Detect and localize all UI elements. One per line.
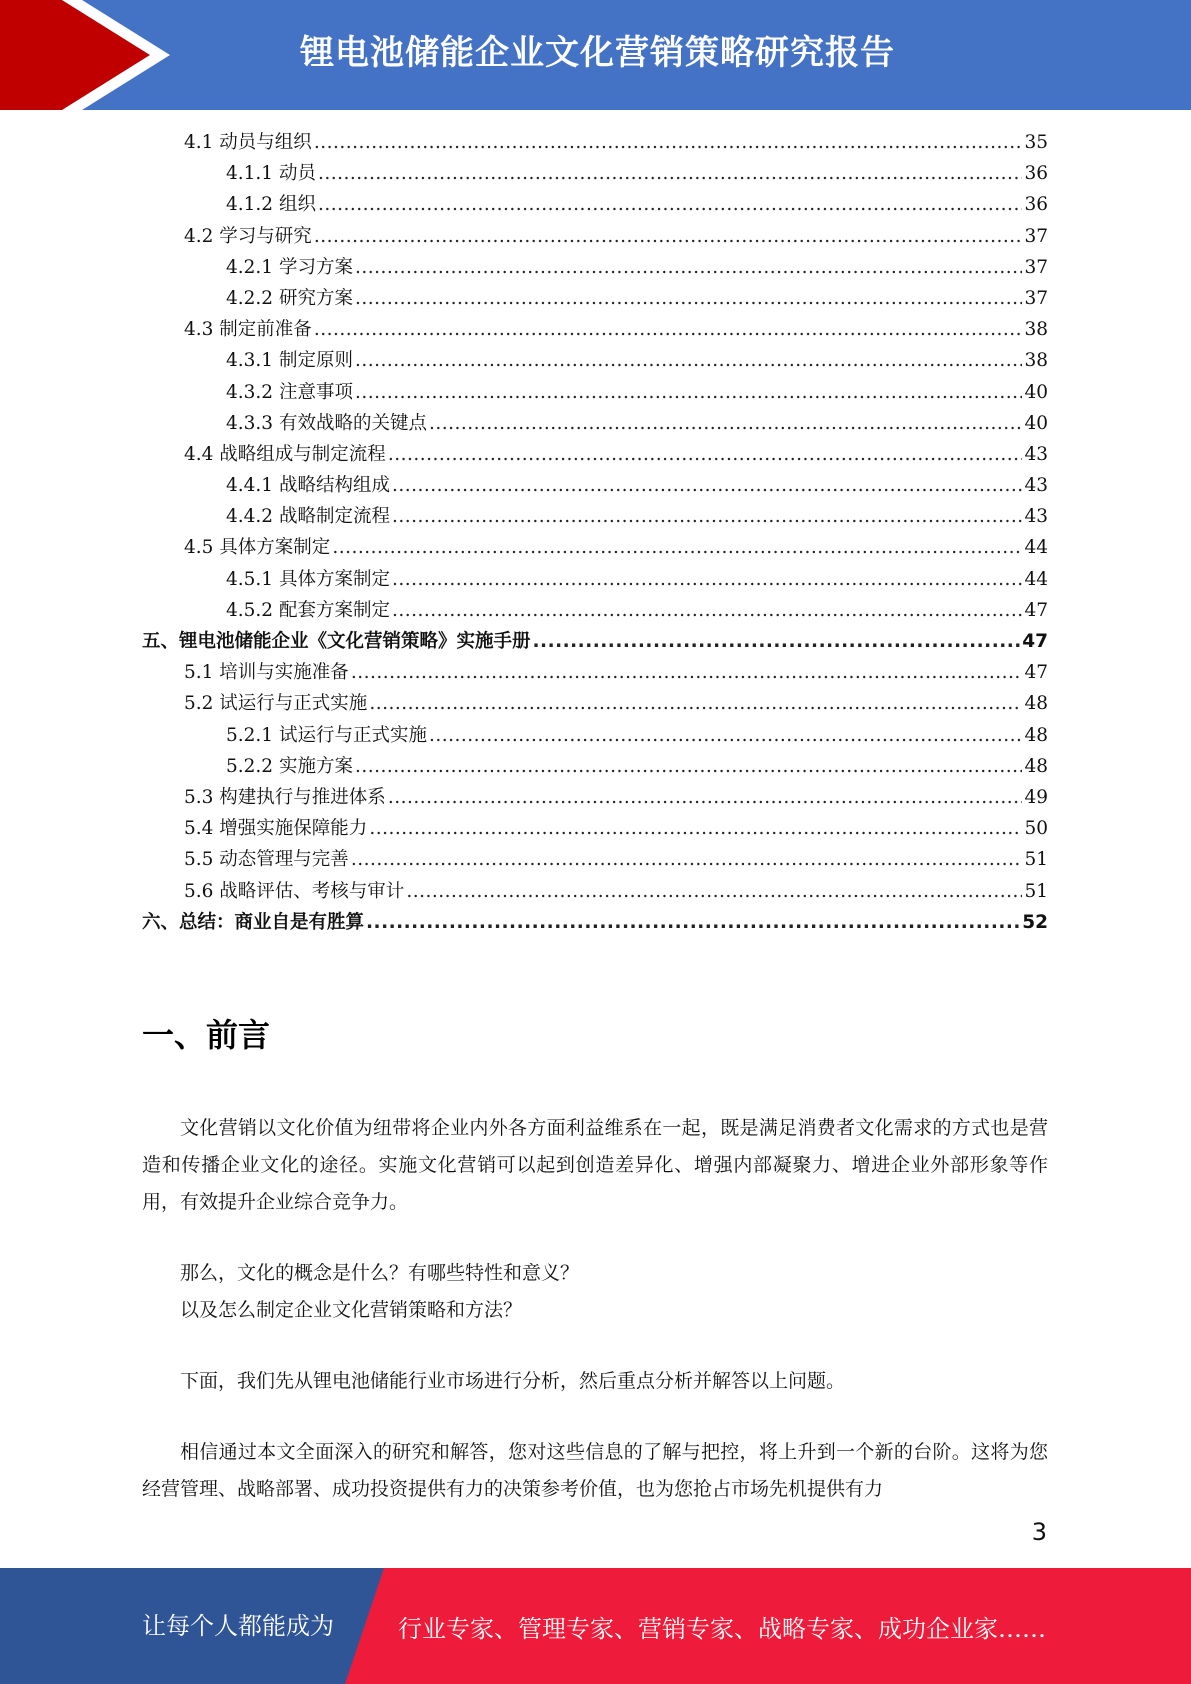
toc-entry-page: 49 xyxy=(1024,786,1048,808)
toc-dot-leader xyxy=(318,163,1023,184)
toc-dot-leader xyxy=(429,413,1022,434)
footer-banner xyxy=(0,1568,1191,1684)
toc-entry[interactable] xyxy=(142,159,1048,190)
toc-dot-leader xyxy=(355,756,1023,777)
body-paragraph: 以及怎么制定企业文化营销策略和方法？ xyxy=(180,1299,523,1321)
toc-dot-leader xyxy=(388,444,1023,465)
toc-entry[interactable] xyxy=(142,222,1048,253)
toc-entry-label: 4.3.2 注意事项 xyxy=(226,381,353,403)
toc-dot-leader xyxy=(369,693,1022,714)
toc-entry-label: 4.4.1 战略结构组成 xyxy=(226,475,390,497)
toc-entry-label: 5.2 试运行与正式实施 xyxy=(184,693,368,715)
paragraph-spacer xyxy=(142,1400,1048,1434)
toc-entry-label: 4.3.3 有效战略的关键点 xyxy=(226,412,427,434)
toc-dot-leader xyxy=(392,475,1022,496)
body-paragraph: 下面，我们先从锂电池储能行业市场进行分析，然后重点分析并解答以上问题。 xyxy=(180,1370,846,1392)
toc-entry-label: 4.3.1 制定原则 xyxy=(226,350,353,372)
toc-dot-leader xyxy=(355,350,1023,371)
section-body xyxy=(142,1110,1048,1508)
toc-entry[interactable] xyxy=(142,315,1048,346)
toc-entry-label: 5.4 增强实施保障能力 xyxy=(184,818,368,840)
toc-entry-page: 38 xyxy=(1024,319,1048,341)
toc-entry[interactable] xyxy=(142,440,1048,471)
toc-entry-label: 5.3 构建执行与推进体系 xyxy=(184,786,386,808)
toc-entry-page: 47 xyxy=(1024,662,1048,684)
toc-entry[interactable] xyxy=(142,596,1048,627)
toc-entry-page: 51 xyxy=(1024,849,1048,871)
toc-entry[interactable] xyxy=(142,502,1048,533)
toc-entry-page: 51 xyxy=(1024,880,1048,902)
toc-entry-label: 4.5 具体方案制定 xyxy=(184,537,331,559)
toc-entry-page: 48 xyxy=(1024,693,1048,715)
toc-entry[interactable] xyxy=(142,565,1048,596)
toc-entry-label: 4.5.2 配套方案制定 xyxy=(226,599,390,621)
toc-entry-page: 52 xyxy=(1022,911,1048,933)
header-banner xyxy=(0,0,1191,110)
toc-entry-label: 4.2 学习与研究 xyxy=(184,225,312,247)
toc-entry[interactable] xyxy=(142,284,1048,315)
body-paragraph: 那么，文化的概念是什么？有哪些特性和意义？ xyxy=(180,1262,580,1284)
toc-entry-page: 47 xyxy=(1024,599,1048,621)
footer-slogan-right: 行业专家、管理专家、营销专家、战略专家、成功企业家…… xyxy=(398,1615,1046,1643)
toc-entry-page: 43 xyxy=(1024,506,1048,528)
toc-entry-page: 36 xyxy=(1024,163,1048,185)
table-of-contents xyxy=(142,128,1048,939)
toc-entry-label: 4.2.1 学习方案 xyxy=(226,256,353,278)
toc-entry-label: 4.3 制定前准备 xyxy=(184,319,312,341)
toc-entry[interactable] xyxy=(142,627,1048,658)
toc-entry-page: 38 xyxy=(1024,350,1048,372)
toc-entry-label: 5.1 培训与实施准备 xyxy=(184,662,349,684)
footer-slogan-left: 让每个人都能成为 xyxy=(142,1612,334,1640)
toc-entry[interactable] xyxy=(142,783,1048,814)
toc-entry-label: 5.2.2 实施方案 xyxy=(226,755,353,777)
toc-entry-page: 35 xyxy=(1024,132,1048,153)
toc-entry-page: 44 xyxy=(1024,568,1048,590)
toc-entry-page: 37 xyxy=(1024,225,1048,247)
toc-dot-leader xyxy=(533,631,1021,652)
toc-entry-page: 48 xyxy=(1024,755,1048,777)
toc-entry-label: 五、锂电池储能企业《文化营销策略》实施手册 xyxy=(142,631,531,652)
toc-entry-label: 4.5.1 具体方案制定 xyxy=(226,568,390,590)
toc-entry-label: 5.6 战略评估、考核与审计 xyxy=(184,880,405,902)
toc-dot-leader xyxy=(355,288,1023,309)
paragraph-spacer xyxy=(142,1221,1048,1255)
toc-dot-leader xyxy=(392,569,1022,590)
toc-entry[interactable] xyxy=(142,752,1048,783)
toc-dot-leader xyxy=(314,226,1023,247)
toc-entry-label: 4.1 动员与组织 xyxy=(184,132,312,153)
toc-dot-leader xyxy=(369,818,1022,839)
toc-entry-page: 37 xyxy=(1024,256,1048,278)
toc-entry[interactable] xyxy=(142,346,1048,377)
body-paragraph: 文化营销以文化价值为纽带将企业内外各方面利益维系在一起，既是满足消费者文化需求的方式也是营造和传播企业文化的途径。实施文化营销可以起到创造差异化、增强内部凝聚力、增进企业外部形象等作用，有效提升企业综合竞争力。 xyxy=(142,1117,1048,1213)
toc-entry-page: 40 xyxy=(1024,412,1048,434)
toc-entry-page: 47 xyxy=(1022,631,1048,652)
toc-entry-label: 5.2.1 试运行与正式实施 xyxy=(226,724,427,746)
toc-dot-leader xyxy=(392,506,1022,527)
report-title: 锂电池储能企业文化营销策略研究报告 xyxy=(300,33,895,73)
toc-entry-page: 48 xyxy=(1024,724,1048,746)
toc-entry[interactable] xyxy=(142,409,1048,440)
toc-entry[interactable] xyxy=(142,845,1048,876)
toc-dot-leader xyxy=(314,132,1023,153)
toc-entry-page: 44 xyxy=(1024,537,1048,559)
toc-entry-page: 40 xyxy=(1024,381,1048,403)
section-title: 一、前言 xyxy=(142,1016,271,1054)
toc-entry[interactable] xyxy=(142,814,1048,845)
toc-entry-label: 5.5 动态管理与完善 xyxy=(184,849,349,871)
toc-dot-leader xyxy=(406,881,1022,902)
toc-entry[interactable] xyxy=(142,471,1048,502)
toc-dot-leader xyxy=(355,382,1023,403)
toc-entry-label: 4.4.2 战略制定流程 xyxy=(226,506,390,528)
paragraph-spacer xyxy=(142,1329,1048,1363)
page-number: 3 xyxy=(1031,1518,1047,1546)
toc-entry[interactable] xyxy=(142,533,1048,564)
toc-entry[interactable] xyxy=(142,253,1048,284)
toc-dot-leader xyxy=(355,257,1023,278)
toc-entry[interactable] xyxy=(142,378,1048,409)
toc-entry-label: 4.4 战略组成与制定流程 xyxy=(184,443,386,465)
toc-entry[interactable] xyxy=(142,908,1048,939)
toc-entry-label: 4.2.2 研究方案 xyxy=(226,287,353,309)
toc-entry-label: 六、总结：商业自是有胜算 xyxy=(142,911,365,933)
toc-entry[interactable] xyxy=(142,190,1048,221)
toc-entry[interactable] xyxy=(142,877,1048,908)
toc-entry[interactable] xyxy=(142,721,1048,752)
toc-entry-label: 4.1.2 组织 xyxy=(226,194,316,216)
toc-entry-page: 37 xyxy=(1024,287,1048,309)
toc-entry-page: 43 xyxy=(1024,475,1048,497)
toc-dot-leader xyxy=(351,662,1023,683)
toc-entry[interactable] xyxy=(142,658,1048,689)
toc-dot-leader xyxy=(366,912,1020,933)
body-paragraph: 相信通过本文全面深入的研究和解答，您对这些信息的了解与把控，将上升到一个新的台阶。这将为您经营管理、战略部署、成功投资提供有力的决策参考价值，也为您抢占市场先机提供有力 xyxy=(142,1441,1048,1500)
toc-entry-page: 43 xyxy=(1024,443,1048,465)
toc-dot-leader xyxy=(388,787,1023,808)
toc-dot-leader xyxy=(318,194,1023,215)
toc-entry-page: 50 xyxy=(1024,818,1048,840)
toc-dot-leader xyxy=(351,849,1023,870)
toc-entry-label: 4.1.1 动员 xyxy=(226,163,316,185)
toc-entry[interactable] xyxy=(142,689,1048,720)
toc-dot-leader xyxy=(332,537,1022,558)
toc-entry[interactable] xyxy=(142,128,1048,159)
toc-dot-leader xyxy=(429,725,1022,746)
toc-entry-page: 36 xyxy=(1024,194,1048,216)
toc-dot-leader xyxy=(392,600,1022,621)
toc-dot-leader xyxy=(314,319,1023,340)
